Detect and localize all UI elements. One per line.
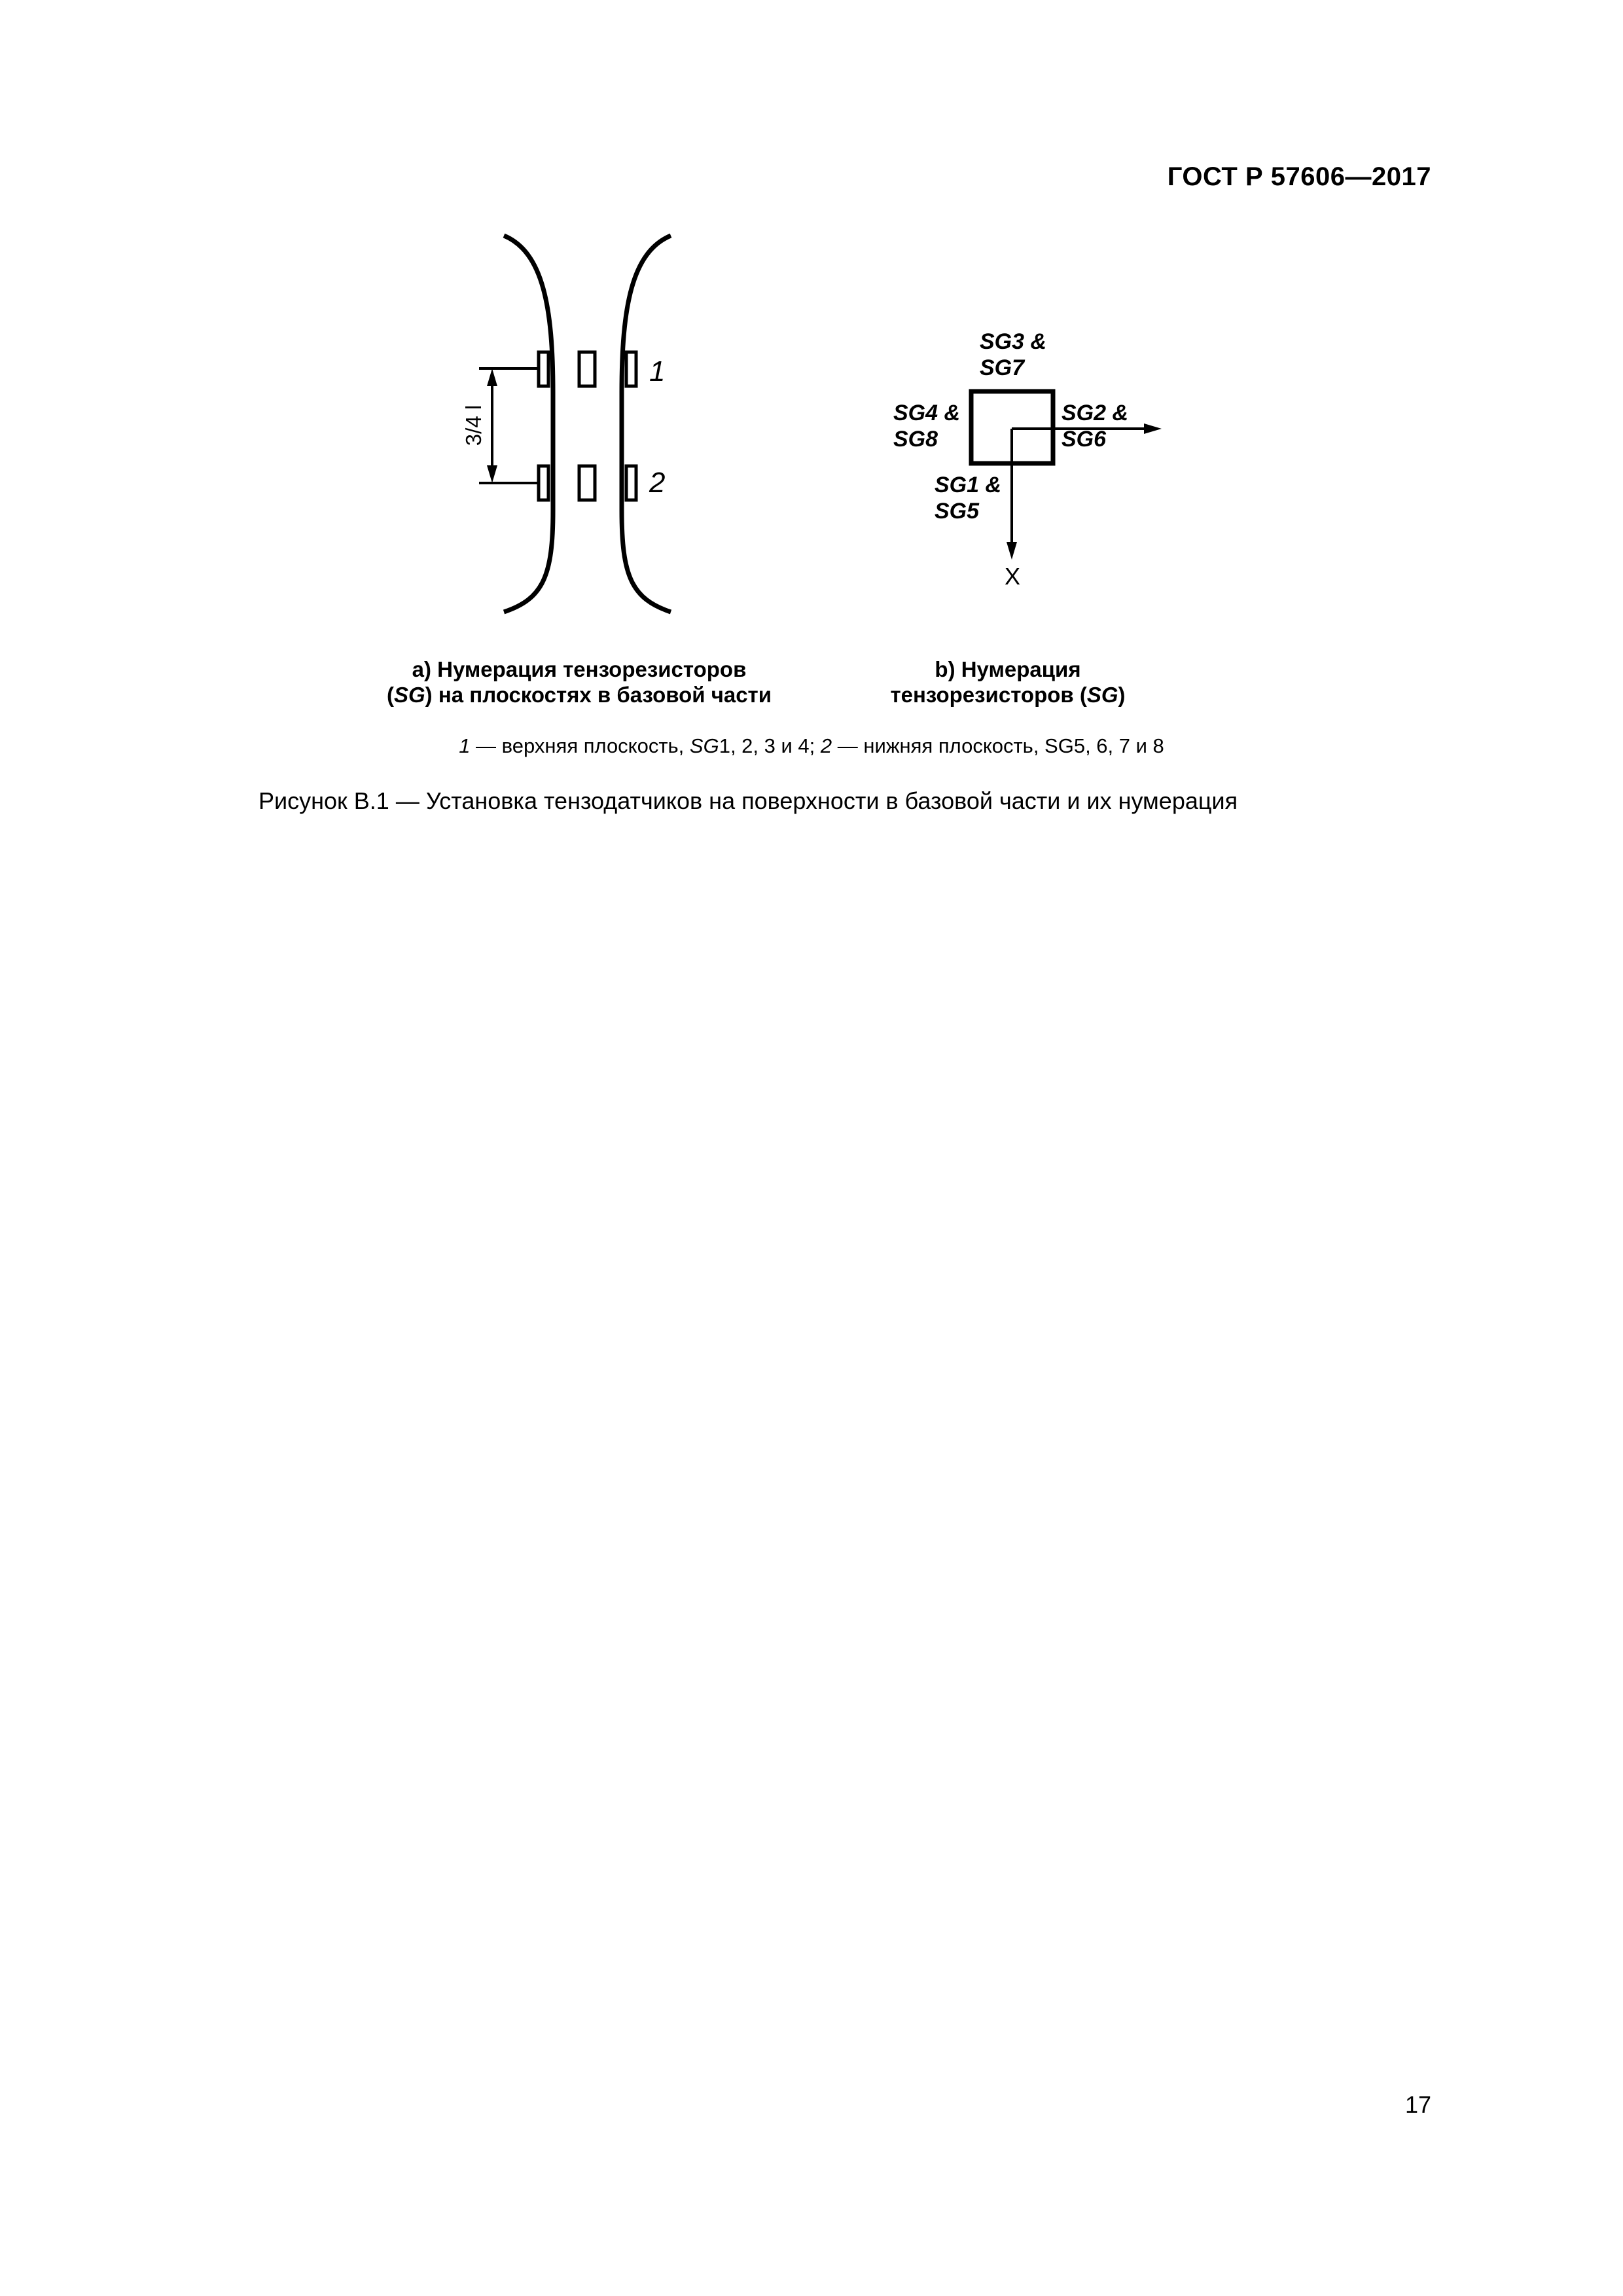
sg3-label-line2: SG7 [980,355,1025,380]
caption-b-sg: SG [1086,683,1118,707]
gauge-right-lower [626,466,636,500]
figure-caption: Рисунок В.1 — Установка тензодатчиков на поверхности в базовой части и их нумерация [259,787,1238,814]
gauge-center-upper [579,352,595,386]
document-header: ГОСТ Р 57606—2017 [1167,162,1431,191]
gauge-left-upper [539,352,548,386]
page-number: 17 [1404,2091,1431,2118]
caption-a-rest: ) на плоскостях в базовой части [425,683,772,707]
dimension-label: 3/4 l [461,404,486,446]
caption-a-line1: а) Нумерация тензорезисторов [412,657,747,681]
legend-text-1: — верхняя плоскость, [470,734,690,757]
caption-b-line1: b) Нумерация [935,657,1081,681]
legend-sg: SG [689,734,719,757]
caption-a-line2: (SG) на плоскостях в базовой части [386,683,772,707]
left-curved-edge [504,236,553,612]
figure [0,0,1623,720]
sg2-label-line2: SG6 [1061,427,1107,452]
gauge-left-lower [539,466,548,500]
caption-b-line2 [838,682,1178,708]
legend-text-2: 1, 2, 3 и 4; [719,734,821,757]
legend-num-2: 2 [820,734,832,757]
caption-b-pre: тензорезисторов ( [890,683,1087,707]
caption-b-post: ) [1118,683,1126,707]
legend-text-3: — нижняя плоскость, SG5, 6, 7 и 8 [832,734,1164,757]
arrow-down-head [1007,542,1017,560]
figure-legend [0,734,1623,758]
caption-a-sg: SG [393,683,425,707]
plane-label-2: 2 [649,467,666,499]
dimension-arrow-up [487,368,497,386]
sg2-label-line1: SG2 & [1061,401,1129,425]
arrow-right-head [1144,423,1162,434]
axis-label-x: X [1005,563,1021,590]
sg1-label-line2: SG5 [935,499,980,524]
gauge-right-upper [626,352,636,386]
subfigure-a [461,236,671,612]
sg4-label-line2: SG8 [893,427,938,452]
sg1-label-line1: SG1 & [935,473,1002,497]
sg3-label-line1: SG3 & [980,329,1047,354]
plane-label-1: 1 [649,355,666,387]
right-curved-edge [622,236,671,612]
caption-b [838,656,1178,708]
caption-a [340,656,818,708]
gauge-center-lower [579,466,595,500]
sg4-label-line1: SG4 & [893,401,961,425]
subfigure-b [893,329,1162,590]
legend-num-1: 1 [459,734,471,757]
dimension-arrow-down [487,465,497,483]
